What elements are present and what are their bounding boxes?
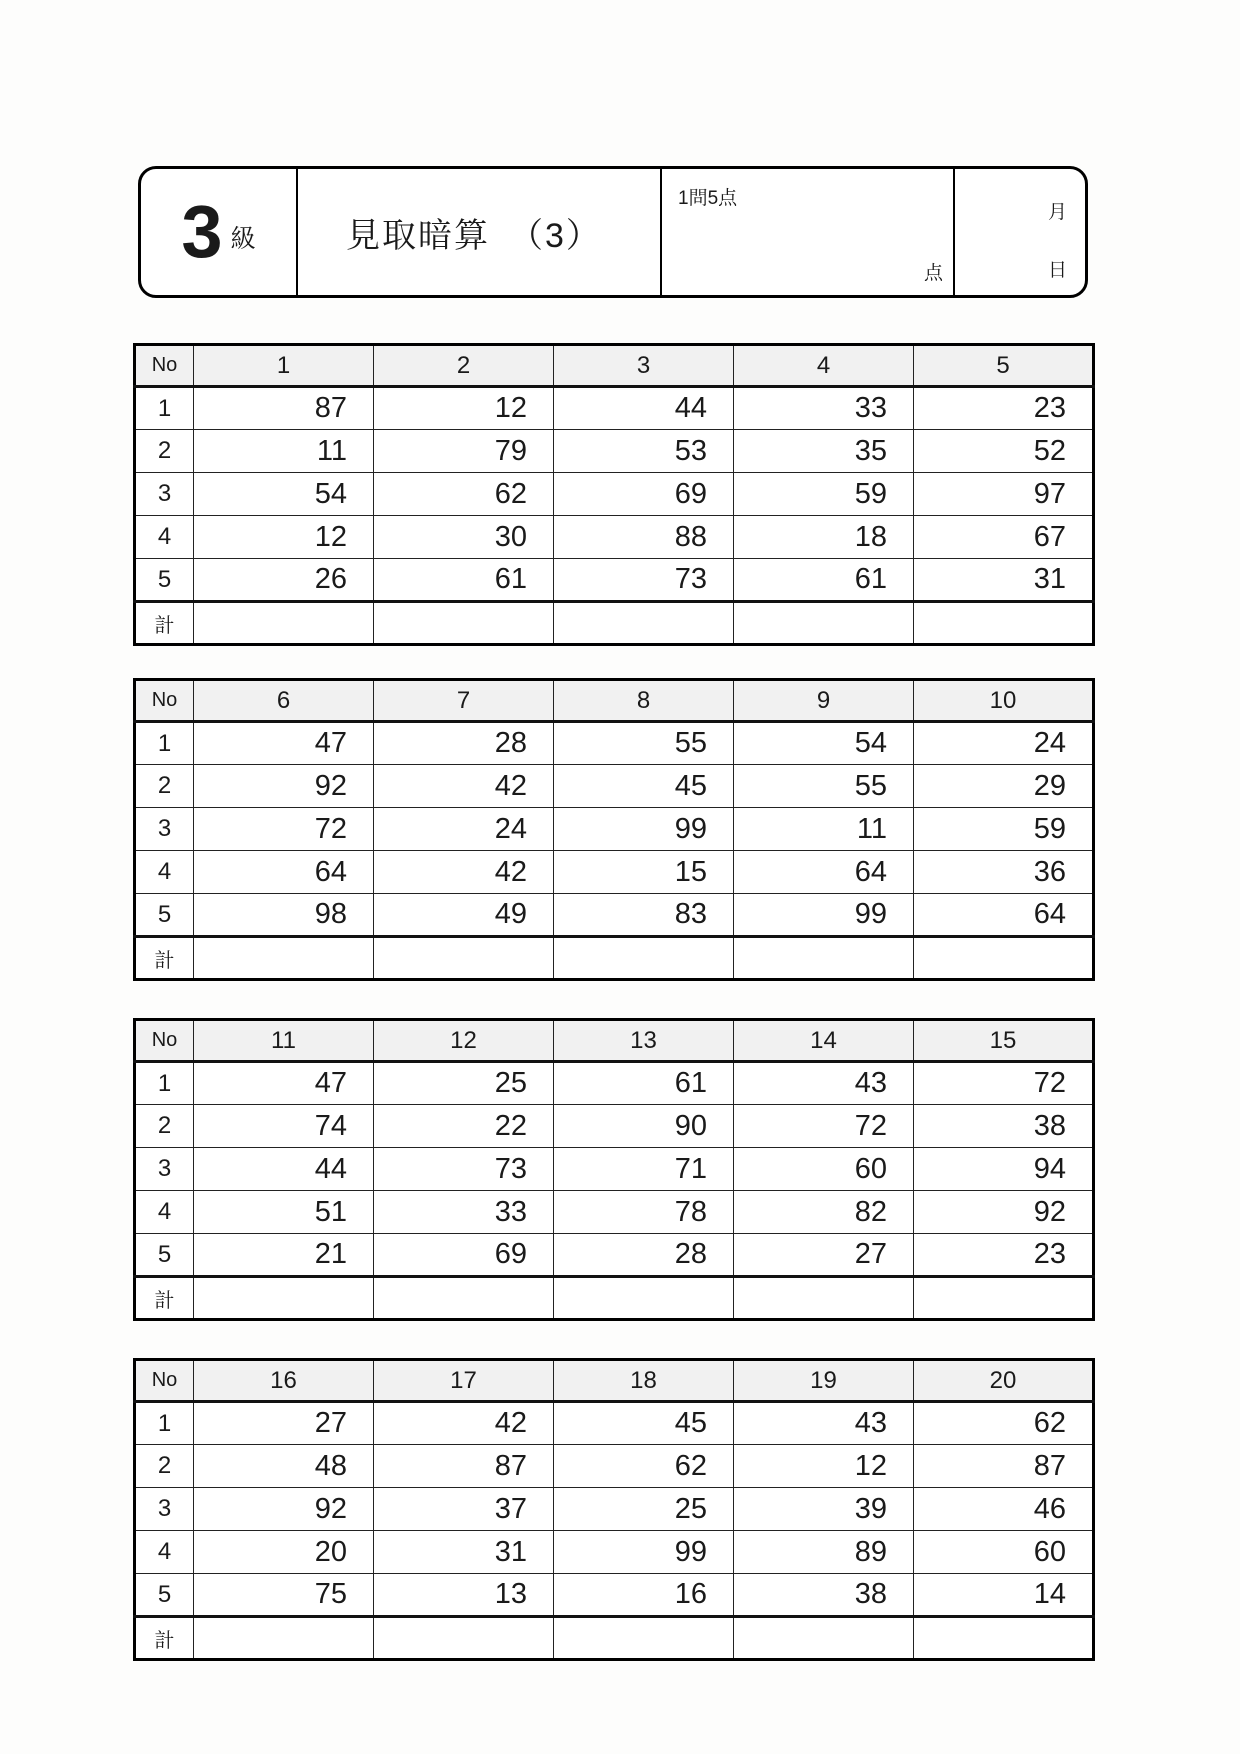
- addend-cell: 29: [914, 765, 1094, 808]
- problem-table-4: [133, 1358, 1092, 1661]
- column-header: 8: [554, 680, 734, 722]
- addend-row: [135, 894, 1094, 937]
- addend-cell: 72: [194, 808, 374, 851]
- row-label: 1: [135, 1062, 194, 1105]
- addend-cell: 38: [734, 1574, 914, 1617]
- row-label: 1: [135, 722, 194, 765]
- total-row: [135, 1617, 1094, 1660]
- column-header: 6: [194, 680, 374, 722]
- addend-row: [135, 559, 1094, 602]
- addend-cell: 74: [194, 1105, 374, 1148]
- total-answer-cell: [554, 937, 734, 980]
- addend-cell: 69: [374, 1234, 554, 1277]
- addend-cell: 87: [914, 1445, 1094, 1488]
- header-row: [135, 345, 1094, 387]
- addend-cell: 20: [194, 1531, 374, 1574]
- points-note: 1問5点: [678, 188, 738, 209]
- addend-cell: 94: [914, 1148, 1094, 1191]
- addend-cell: 73: [554, 559, 734, 602]
- row-label: 3: [135, 1148, 194, 1191]
- total-answer-cell: [194, 602, 374, 645]
- addend-cell: 45: [554, 1402, 734, 1445]
- no-header: No: [135, 1020, 194, 1062]
- addend-cell: 60: [734, 1148, 914, 1191]
- addend-cell: 92: [194, 1488, 374, 1531]
- addend-cell: 59: [914, 808, 1094, 851]
- month-label: 月: [1047, 202, 1067, 223]
- total-answer-cell: [914, 937, 1094, 980]
- column-header: 11: [194, 1020, 374, 1062]
- day-label: 日: [1047, 260, 1067, 281]
- addend-cell: 61: [374, 559, 554, 602]
- addend-row: [135, 1488, 1094, 1531]
- row-label: 2: [135, 1445, 194, 1488]
- addend-cell: 49: [374, 894, 554, 937]
- title-cell: [296, 169, 660, 295]
- addend-cell: 43: [734, 1402, 914, 1445]
- addend-cell: 72: [914, 1062, 1094, 1105]
- total-answer-cell: [194, 1617, 374, 1660]
- addend-cell: 82: [734, 1191, 914, 1234]
- column-header: 10: [914, 680, 1094, 722]
- column-header: 18: [554, 1360, 734, 1402]
- addend-cell: 33: [734, 387, 914, 430]
- addend-cell: 36: [914, 851, 1094, 894]
- addend-cell: 35: [734, 430, 914, 473]
- column-header: 9: [734, 680, 914, 722]
- total-answer-cell: [914, 1277, 1094, 1320]
- addend-cell: 47: [194, 722, 374, 765]
- addend-cell: 75: [194, 1574, 374, 1617]
- addend-cell: 31: [914, 559, 1094, 602]
- addend-cell: 39: [734, 1488, 914, 1531]
- header-row: [135, 1020, 1094, 1062]
- addend-cell: 92: [194, 765, 374, 808]
- addend-cell: 45: [554, 765, 734, 808]
- addend-row: [135, 1234, 1094, 1277]
- total-label: 計: [135, 937, 194, 980]
- row-label: 2: [135, 765, 194, 808]
- addend-cell: 16: [554, 1574, 734, 1617]
- column-header: 7: [374, 680, 554, 722]
- addend-cell: 18: [734, 516, 914, 559]
- column-header: 1: [194, 345, 374, 387]
- addend-cell: 44: [554, 387, 734, 430]
- addend-cell: 27: [734, 1234, 914, 1277]
- addend-row: [135, 1402, 1094, 1445]
- addend-cell: 55: [734, 765, 914, 808]
- addend-cell: 98: [194, 894, 374, 937]
- addend-cell: 54: [194, 473, 374, 516]
- addend-cell: 23: [914, 387, 1094, 430]
- addend-cell: 31: [374, 1531, 554, 1574]
- addend-cell: 14: [914, 1574, 1094, 1617]
- column-header: 19: [734, 1360, 914, 1402]
- addend-cell: 61: [554, 1062, 734, 1105]
- total-label: 計: [135, 602, 194, 645]
- addend-cell: 42: [374, 851, 554, 894]
- addend-cell: 11: [734, 808, 914, 851]
- addend-row: [135, 473, 1094, 516]
- total-answer-cell: [914, 602, 1094, 645]
- column-header: 12: [374, 1020, 554, 1062]
- addend-row: [135, 851, 1094, 894]
- grade-cell: [141, 169, 296, 295]
- addend-cell: 99: [554, 1531, 734, 1574]
- addend-cell: 72: [734, 1105, 914, 1148]
- addend-cell: 59: [734, 473, 914, 516]
- addend-row: [135, 1574, 1094, 1617]
- addend-cell: 46: [914, 1488, 1094, 1531]
- addend-cell: 67: [914, 516, 1094, 559]
- addend-cell: 99: [734, 894, 914, 937]
- addend-cell: 89: [734, 1531, 914, 1574]
- addend-cell: 97: [914, 473, 1094, 516]
- grade-number: 3: [181, 190, 221, 273]
- total-label: 計: [135, 1277, 194, 1320]
- total-answer-cell: [734, 937, 914, 980]
- addend-row: [135, 430, 1094, 473]
- total-row: [135, 1277, 1094, 1320]
- addend-cell: 37: [374, 1488, 554, 1531]
- header-box: [138, 166, 1088, 298]
- addend-cell: 88: [554, 516, 734, 559]
- header-row: [135, 1360, 1094, 1402]
- total-answer-cell: [554, 602, 734, 645]
- addend-cell: 55: [554, 722, 734, 765]
- addend-row: [135, 387, 1094, 430]
- addend-cell: 24: [374, 808, 554, 851]
- row-label: 3: [135, 473, 194, 516]
- addend-cell: 64: [194, 851, 374, 894]
- row-label: 1: [135, 1402, 194, 1445]
- column-header: 13: [554, 1020, 734, 1062]
- points-label: 点: [923, 263, 943, 284]
- problems-grid: [133, 1358, 1095, 1661]
- addend-row: [135, 722, 1094, 765]
- addend-cell: 42: [374, 765, 554, 808]
- addend-cell: 52: [914, 430, 1094, 473]
- no-header: No: [135, 345, 194, 387]
- addend-cell: 30: [374, 516, 554, 559]
- total-answer-cell: [374, 1617, 554, 1660]
- addend-row: [135, 1148, 1094, 1191]
- grade-suffix: 級: [230, 225, 256, 253]
- addend-cell: 12: [374, 387, 554, 430]
- row-label: 5: [135, 559, 194, 602]
- total-answer-cell: [554, 1617, 734, 1660]
- no-header: No: [135, 680, 194, 722]
- addend-cell: 25: [374, 1062, 554, 1105]
- addend-cell: 12: [734, 1445, 914, 1488]
- addend-cell: 26: [194, 559, 374, 602]
- addend-cell: 60: [914, 1531, 1094, 1574]
- column-header: 3: [554, 345, 734, 387]
- row-label: 4: [135, 516, 194, 559]
- addend-cell: 90: [554, 1105, 734, 1148]
- column-header: 16: [194, 1360, 374, 1402]
- problems-grid: [133, 343, 1095, 646]
- problem-table-3: [133, 1018, 1092, 1321]
- addend-cell: 28: [374, 722, 554, 765]
- row-label: 4: [135, 1191, 194, 1234]
- total-answer-cell: [194, 937, 374, 980]
- addend-row: [135, 1531, 1094, 1574]
- addend-row: [135, 808, 1094, 851]
- total-answer-cell: [554, 1277, 734, 1320]
- problems-grid: [133, 1018, 1095, 1321]
- column-header: 14: [734, 1020, 914, 1062]
- addend-cell: 27: [194, 1402, 374, 1445]
- addend-cell: 44: [194, 1148, 374, 1191]
- total-answer-cell: [374, 602, 554, 645]
- addend-cell: 12: [194, 516, 374, 559]
- total-answer-cell: [734, 1277, 914, 1320]
- column-header: 20: [914, 1360, 1094, 1402]
- addend-cell: 62: [374, 473, 554, 516]
- addend-cell: 38: [914, 1105, 1094, 1148]
- row-label: 4: [135, 1531, 194, 1574]
- column-header: 5: [914, 345, 1094, 387]
- addend-cell: 15: [554, 851, 734, 894]
- header-row: [135, 680, 1094, 722]
- row-label: 3: [135, 1488, 194, 1531]
- addend-cell: 83: [554, 894, 734, 937]
- addend-cell: 47: [194, 1062, 374, 1105]
- column-header: 15: [914, 1020, 1094, 1062]
- total-row: [135, 937, 1094, 980]
- total-answer-cell: [734, 602, 914, 645]
- addend-cell: 21: [194, 1234, 374, 1277]
- addend-row: [135, 1191, 1094, 1234]
- addend-cell: 62: [914, 1402, 1094, 1445]
- row-label: 3: [135, 808, 194, 851]
- addend-cell: 61: [734, 559, 914, 602]
- addend-cell: 99: [554, 808, 734, 851]
- row-label: 5: [135, 1574, 194, 1617]
- addend-cell: 51: [194, 1191, 374, 1234]
- score-cell: [660, 169, 953, 295]
- addend-cell: 79: [374, 430, 554, 473]
- problem-table-2: [133, 678, 1092, 981]
- addend-row: [135, 516, 1094, 559]
- column-header: 2: [374, 345, 554, 387]
- total-label: 計: [135, 1617, 194, 1660]
- addend-cell: 64: [734, 851, 914, 894]
- addend-cell: 13: [374, 1574, 554, 1617]
- column-header: 4: [734, 345, 914, 387]
- addend-cell: 11: [194, 430, 374, 473]
- date-cell: [953, 169, 1085, 295]
- addend-cell: 64: [914, 894, 1094, 937]
- row-label: 5: [135, 894, 194, 937]
- addend-cell: 24: [914, 722, 1094, 765]
- problem-table-1: [133, 343, 1092, 646]
- addend-cell: 43: [734, 1062, 914, 1105]
- total-answer-cell: [194, 1277, 374, 1320]
- addend-cell: 23: [914, 1234, 1094, 1277]
- addend-cell: 62: [554, 1445, 734, 1488]
- addend-cell: 54: [734, 722, 914, 765]
- no-header: No: [135, 1360, 194, 1402]
- row-label: 4: [135, 851, 194, 894]
- total-answer-cell: [374, 937, 554, 980]
- addend-cell: 28: [554, 1234, 734, 1277]
- addend-cell: 87: [374, 1445, 554, 1488]
- addend-cell: 33: [374, 1191, 554, 1234]
- addend-row: [135, 1445, 1094, 1488]
- addend-row: [135, 765, 1094, 808]
- total-answer-cell: [734, 1617, 914, 1660]
- row-label: 2: [135, 1105, 194, 1148]
- problems-grid: [133, 678, 1095, 981]
- worksheet-title: 見取暗算 （3）: [346, 216, 602, 255]
- addend-cell: 22: [374, 1105, 554, 1148]
- addend-cell: 87: [194, 387, 374, 430]
- column-header: 17: [374, 1360, 554, 1402]
- addend-cell: 69: [554, 473, 734, 516]
- addend-row: [135, 1105, 1094, 1148]
- row-label: 2: [135, 430, 194, 473]
- addend-cell: 73: [374, 1148, 554, 1191]
- addend-cell: 42: [374, 1402, 554, 1445]
- addend-cell: 78: [554, 1191, 734, 1234]
- row-label: 5: [135, 1234, 194, 1277]
- total-row: [135, 602, 1094, 645]
- row-label: 1: [135, 387, 194, 430]
- addend-cell: 71: [554, 1148, 734, 1191]
- addend-row: [135, 1062, 1094, 1105]
- addend-cell: 48: [194, 1445, 374, 1488]
- addend-cell: 25: [554, 1488, 734, 1531]
- addend-cell: 92: [914, 1191, 1094, 1234]
- total-answer-cell: [914, 1617, 1094, 1660]
- total-answer-cell: [374, 1277, 554, 1320]
- addend-cell: 53: [554, 430, 734, 473]
